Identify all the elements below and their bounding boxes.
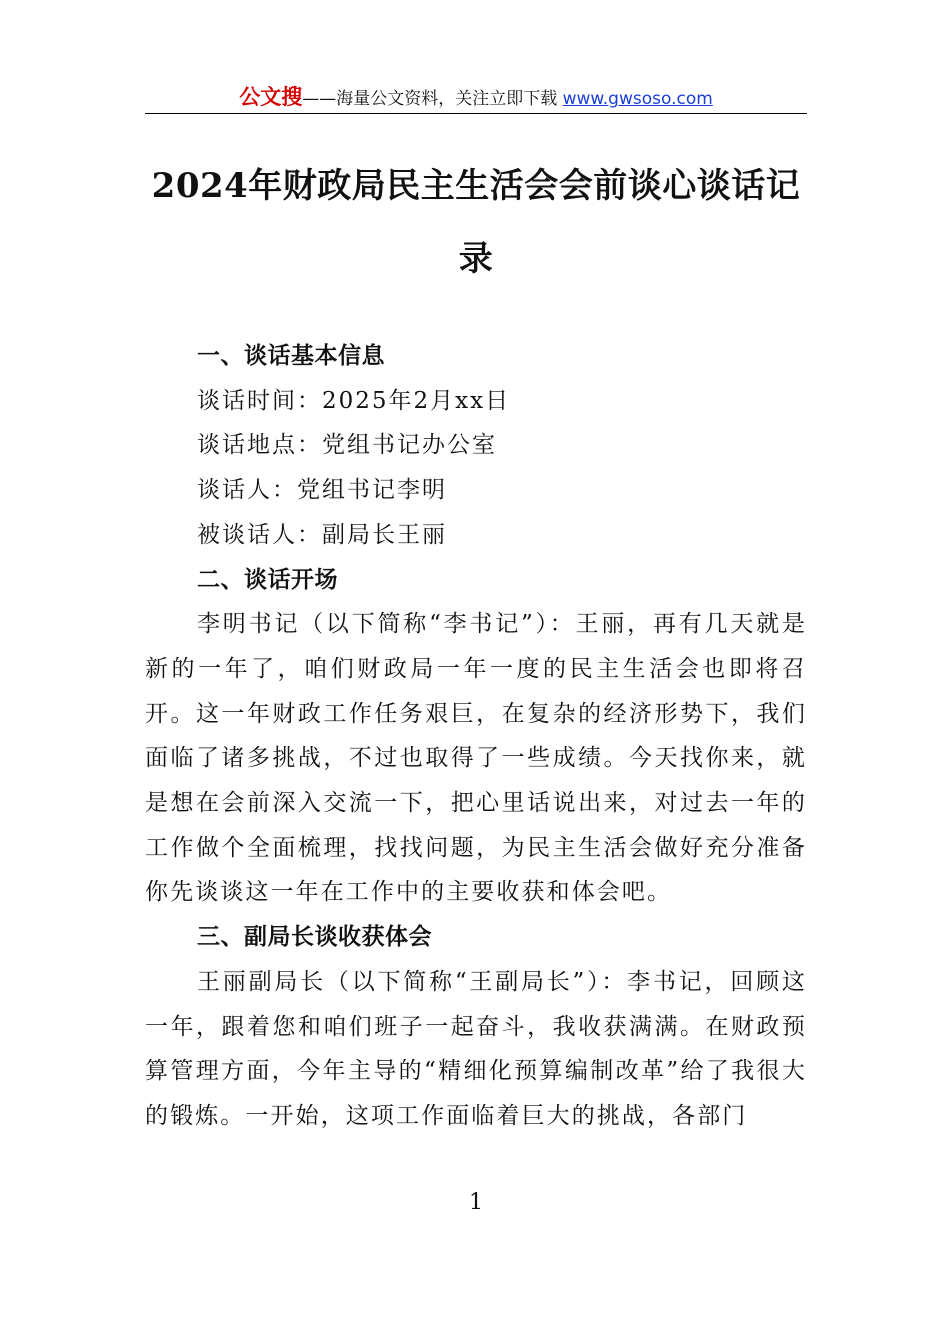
talk-time: 谈话时间：2025年2月xx日 — [197, 387, 511, 414]
talk-interviewee: 被谈话人：副局长王丽 — [197, 521, 447, 548]
section-heading: 一、谈话基本信息 — [197, 343, 385, 369]
talk-interviewer: 谈话人：党组书记李明 — [197, 477, 447, 504]
header-divider — [145, 113, 807, 114]
document-title: 2024年财政局民主生活会会前谈心谈话记录 — [151, 166, 801, 279]
site-link[interactable]: www.gwsoso.com — [562, 89, 713, 109]
section-heading: 三、副局长谈收获体会 — [197, 924, 432, 951]
page-header — [145, 82, 807, 112]
page-number: 1 — [469, 1190, 483, 1215]
header-tagline: ——海量公文资料，关注立即下载 — [302, 89, 558, 109]
body-paragraph: 王丽副局长（以下简称“王副局长”）：李书记，回顾这一年，跟着您和咱们班子一起奋斗，我收获满满。在财政预算管理方面，今年主导的“精细化预算编制改革”给了我很大的锻炼。一开始，这项工作面临着巨大的挑战，各部门 — [145, 968, 807, 1129]
body-paragraph: 李明书记（以下简称“李书记”）：王丽，再有几天就是新的一年了，咱们财政局一年一度的民主生活会也即将召开。这一年财政工作任务艰巨，在复杂的经济形势下，我们面临了诸多挑战，不过也取得了一些成绩。今天找你来，就是想在会前深入交流一下，把心里话说出来，对过去一年的工作做个全面梳理，找找问题，为民主生活会做好充分准备你先谈谈这一年在工作中的主要收获和体会吧。 — [145, 611, 807, 906]
section-heading: 二、谈话开场 — [197, 566, 338, 593]
talk-location: 谈话地点：党组书记办公室 — [197, 432, 497, 459]
document-body — [145, 334, 807, 1139]
brand-name: 公文搜 — [239, 85, 303, 109]
